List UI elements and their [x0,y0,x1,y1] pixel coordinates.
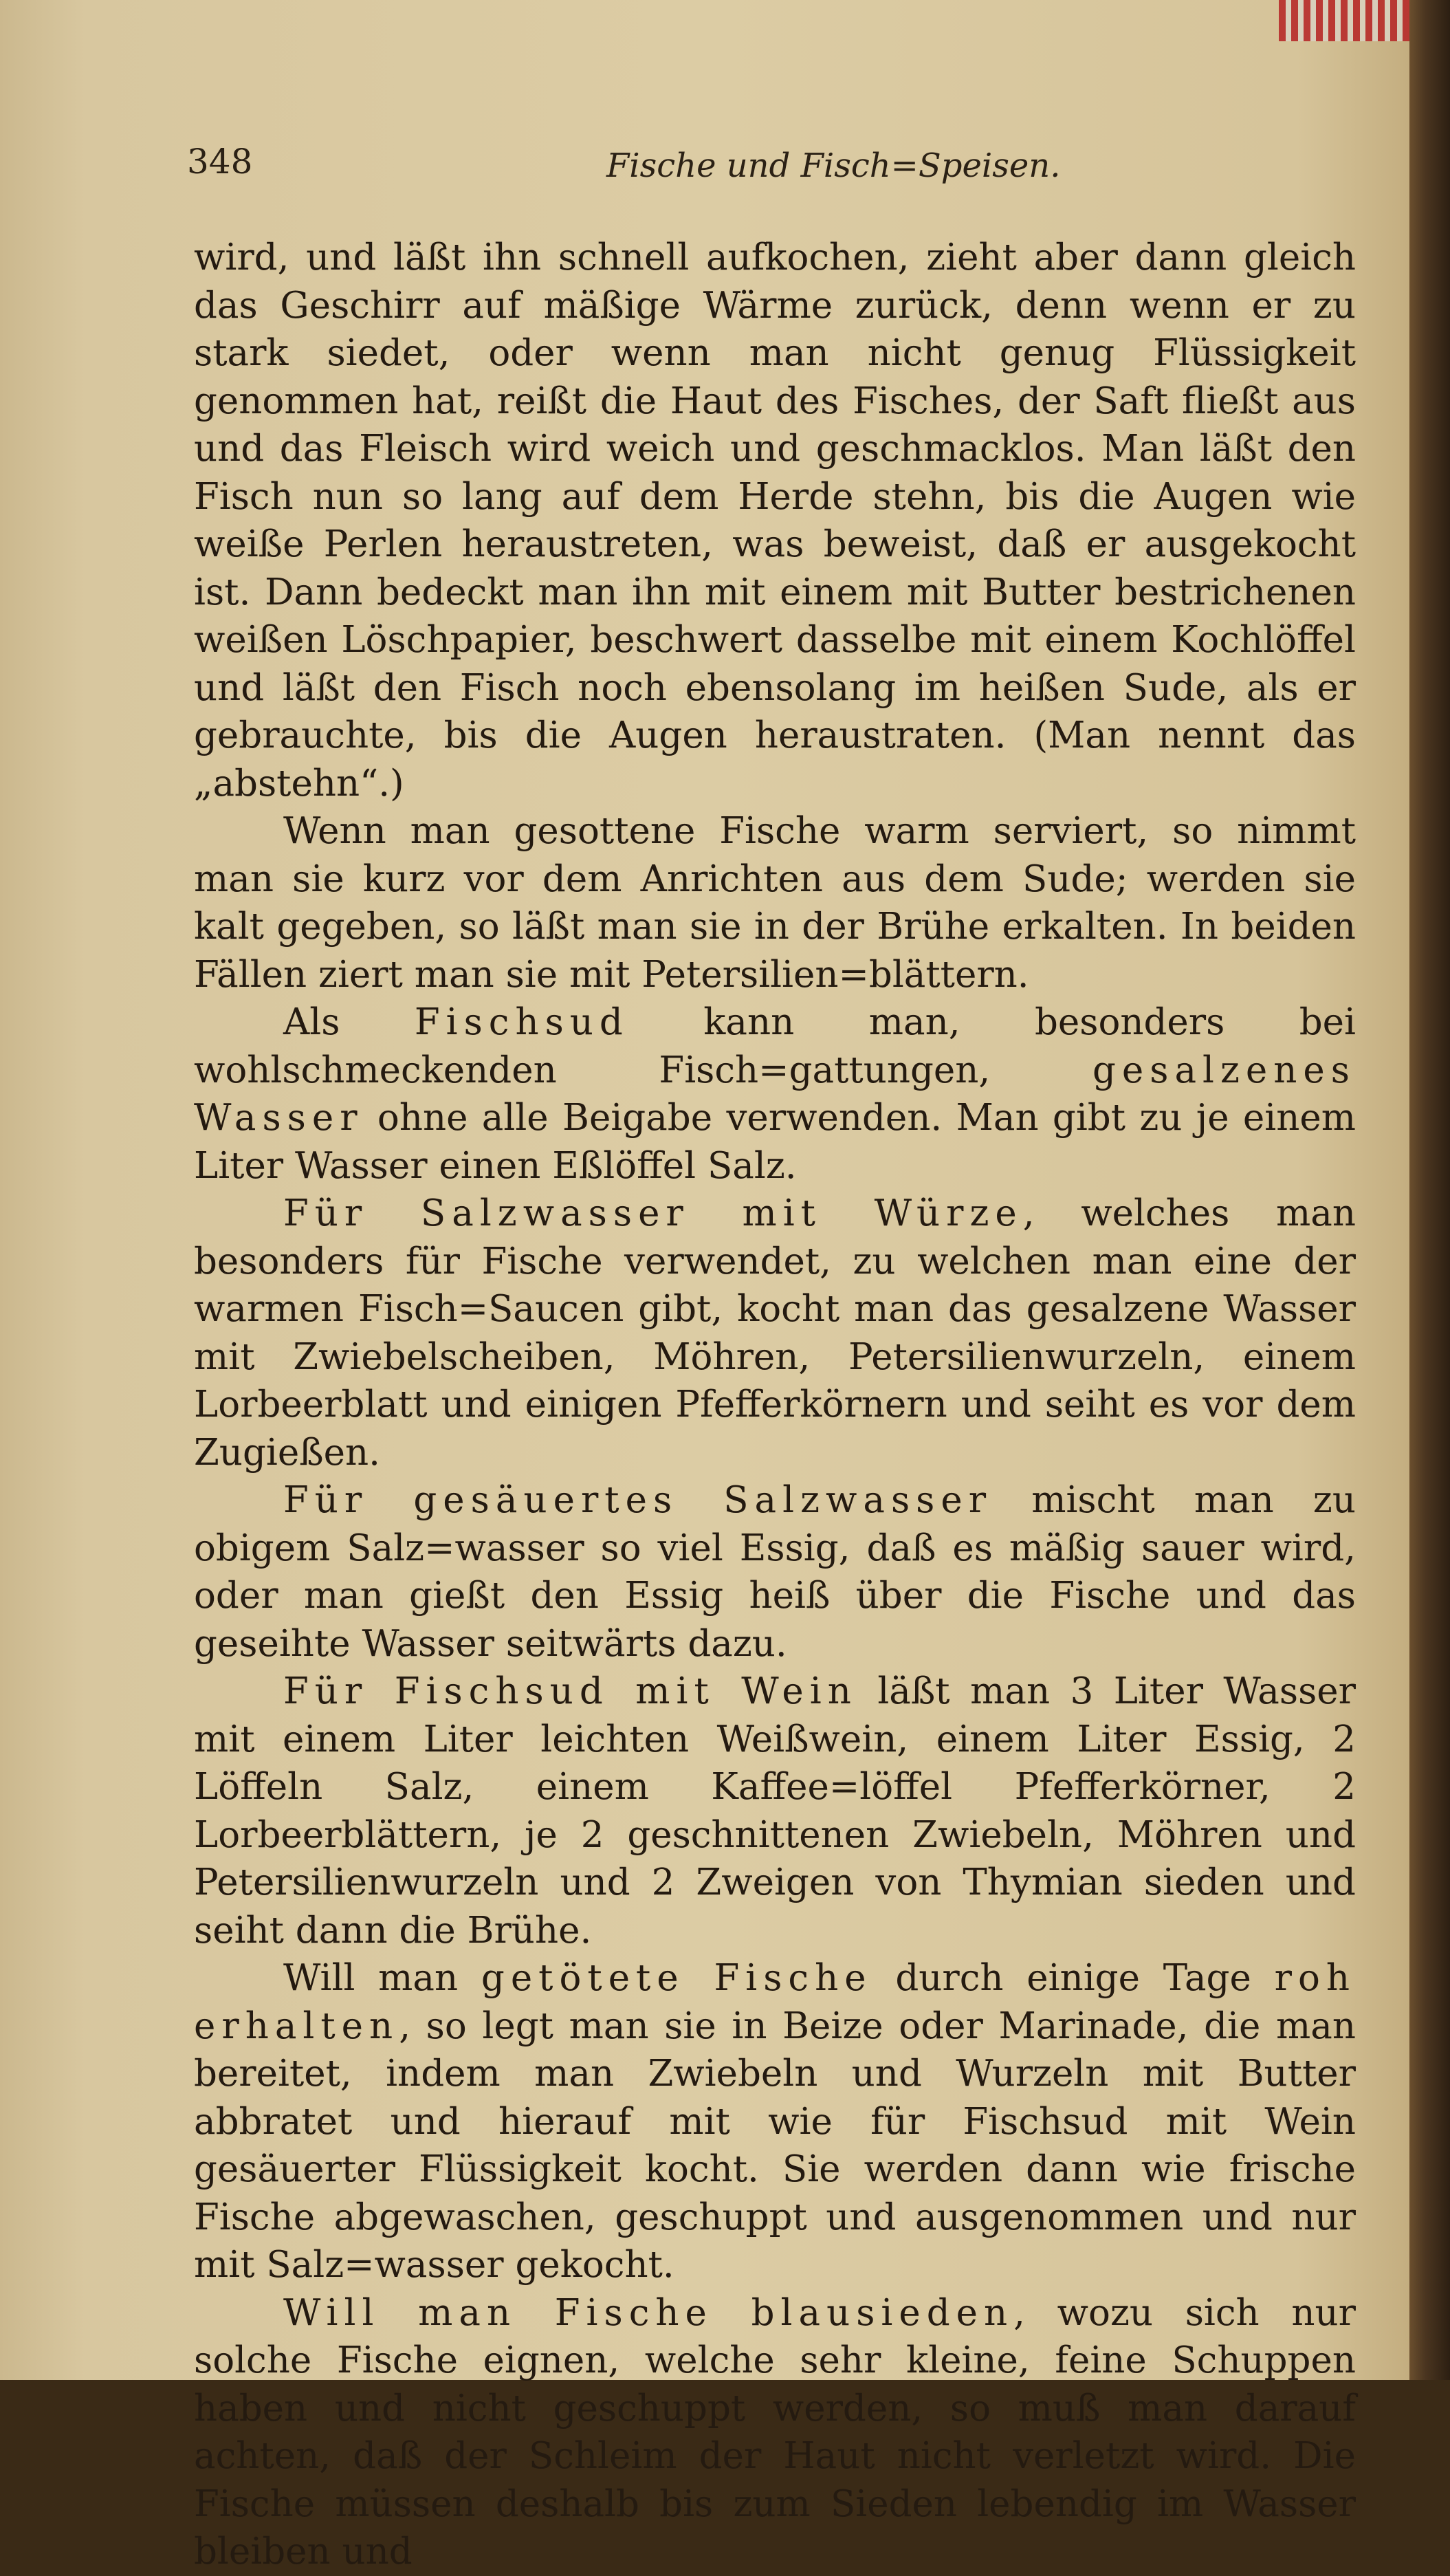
text-segment: läßt man 3 Liter Wasser mit einem Liter leichten Weißwein, einem Liter Essig, 2 Löffeln Salz, einem Kaffee=löffel Pfefferkörner, 2 Lorbeerblättern, je 2 geschnittenen Zwiebeln, Möhren und Petersilienwurzeln und 2 Zweigen von Thymian sieden und seiht dann die Brühe. [194,1670,1356,1952]
paragraph-4 [194,1190,1356,1476]
text-segment: , wozu sich nur solche Fische eignen, welche sehr kleine, feine Schuppen haben und nicht geschuppt werden, so muß man darauf achten, daß der Schleim der Haut nicht verletzt wird. Die Fische müssen deshalb bis zum Sieden lebendig im Wasser bleiben und [194,2291,1356,2573]
text-segment: Wenn man gesottene Fische warm serviert, so nimmt man sie kurz vor dem Anrichten aus dem Sude; werden sie kalt gegeben, so läßt man sie in der Brühe erkalten. In beiden Fällen ziert man sie mit Petersilien=blättern. [194,810,1356,996]
paragraph-1 [194,234,1356,807]
running-title: Fische und Fisch=Speisen. [606,146,1061,185]
book-gutter [1409,0,1450,2380]
paragraph-8 [194,2289,1356,2576]
spaced-term: Will man Fische blausieden [283,2291,1014,2334]
text-segment: mischt man zu obigem Salz=wasser so viel Essig, daß es mäßig sauer wird, oder man gießt den Essig heiß über die Fische und das geseihte Wasser seitwärts dazu. [194,1479,1356,1665]
paragraph-7 [194,1954,1356,2289]
spaced-term: Für gesäuertes Salzwasser [283,1479,993,1521]
page-header [187,141,1356,189]
paragraph-2 [194,807,1356,998]
paragraph-5 [194,1476,1356,1668]
spaced-term: Fischsud [414,1001,629,1043]
spaced-term: Für Fischsud mit Wein [283,1670,857,1712]
text-segment: Als [283,1001,415,1043]
text-segment: , so legt man sie in Beize oder Marinade, die man bereitet, indem man Zwiebeln und Wurzeln mit Butter abbratet und hierauf mit wie für Fischsud mit Wein gesäuerter Flüssigkeit kocht. Sie werden dann wie frische Fische abgewaschen, geschuppt und ausgenommen und nur mit Salz=wasser gekocht. [194,2005,1356,2286]
text-segment: ohne alle Beigabe verwenden. Man gibt zu je einem Liter Wasser einen Eßlöffel Salz. [194,1097,1356,1187]
text-segment: wird, und läßt ihn schnell aufkochen, zieht aber dann gleich das Geschirr auf mäßige Wärme zurück, denn wenn er zu stark siedet, oder wenn man nicht genug Flüssigkeit genommen hat, reißt die Haut des Fisches, der Saft fließt aus und das Fleisch wird weich und geschmacklos. Man läßt den Fisch nun so lang auf dem Herde stehn, bis die Augen wie weiße Perlen heraustreten, was beweist, daß er ausgekocht ist. Dann bedeckt man ihn mit einem mit Butter bestrichenen weißen Löschpapier, beschwert dasselbe mit einem Kochlöffel und läßt den Fisch noch ebensolang im heißen Sude, als er gebrauchte, bis die Augen heraustraten. (Man nennt das „abstehn“.) [194,237,1356,805]
body-text [194,234,1356,2576]
library-edge-mark [1279,0,1409,41]
text-segment: durch einige Tage [872,1957,1275,1999]
paragraph-6 [194,1668,1356,1954]
text-segment: Will man [283,1957,481,1999]
spaced-term: getötete Fische [481,1957,872,1999]
paragraph-3 [194,998,1356,1190]
text-segment: , welches man besonders für Fische verwendet, zu welchen man eine der warmen Fisch=Saucen gibt, kocht man das gesalzene Wasser mit Zwiebelscheiben, Möhren, Petersilienwurzeln, einem Lorbeerblatt und einigen Pfefferkörnern und seiht es vor dem Zugießen. [194,1192,1356,1474]
spaced-term: gesalzenes Wasser [194,1049,1356,1139]
spaced-term: roh erhalten [194,1957,1356,2047]
spaced-term: Für Salzwasser mit Würze [283,1192,1023,1234]
text-segment: kann man, besonders bei wohlschmeckenden Fisch=gattungen, [194,1001,1356,1091]
page-number: 348 [187,142,253,182]
